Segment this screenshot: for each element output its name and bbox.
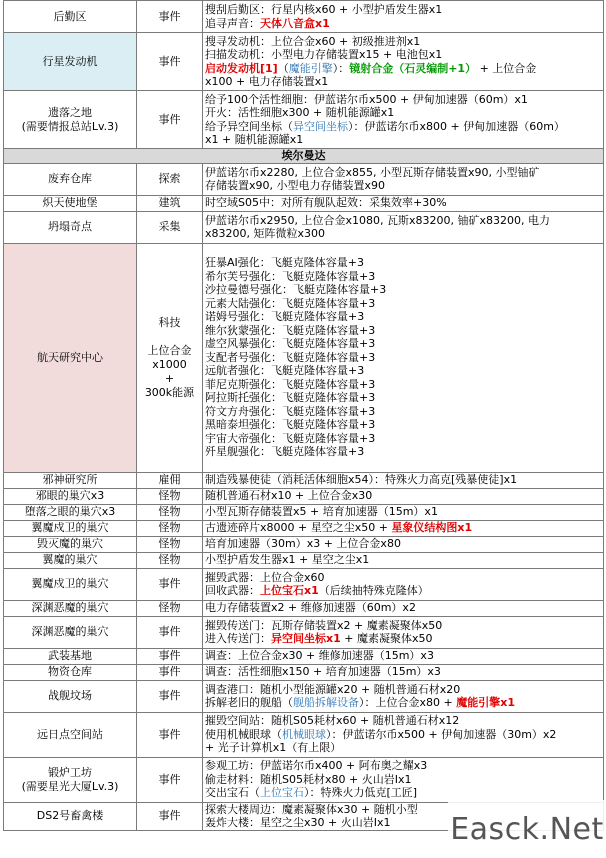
reward-cell	[203, 504, 604, 520]
reward-cell	[203, 552, 604, 568]
reward-text: 时空域S05中：对所有舰队起效：采集效率+30%	[205, 196, 447, 210]
reward-text: 追寻声音：	[205, 16, 260, 30]
type-cell: 事件	[137, 568, 203, 600]
reward-text: ）：伊蓝诺尔币x800 + 伊甸加速器（60m）	[348, 119, 565, 133]
type-cell: 事件	[137, 680, 203, 712]
reward-text: 给予100个活性细胞：伊蓝诺尔币x500 + 伊甸加速器（60m）x1	[205, 92, 528, 106]
reward-text: 调查港口：随机小型能源罐x20 + 随机普通石材x20	[205, 682, 461, 696]
reward-line	[205, 179, 601, 193]
reward-text: 符文方舟强化：飞艇克隆体容量+3	[205, 404, 376, 418]
reward-line	[205, 17, 601, 31]
location-cell: 深渊恶魔的巢穴	[4, 600, 137, 616]
location-cell: 行星发动机	[4, 33, 137, 91]
reward-text: 调查：活性细胞x150 + 培育加速器（15m）x3	[205, 665, 441, 679]
reward-text: 摧毁空间站：随机S05耗材x60 + 随机普通石材x12	[205, 714, 460, 728]
reward-text: （后续抽特殊克隆体）	[318, 584, 429, 597]
reward-text: 偷走材料：随机S05耗材x80 + 火山岩Ⅰx1	[205, 772, 412, 786]
location-cell: 坍塌奇点	[4, 211, 137, 243]
reward-line	[205, 773, 601, 787]
reward-line	[205, 270, 601, 284]
reward-text: 歼星舰强化：飞艇克隆体容量+3	[205, 445, 365, 459]
reward-text: 进入传送门：	[205, 632, 271, 645]
type-cell: 怪物	[137, 488, 203, 504]
highlight-reward: 星象仪结构图x1	[391, 521, 473, 535]
reward-cell	[203, 488, 604, 504]
location-cell: 远日点空间站	[4, 712, 137, 757]
reward-text: 宇宙大帝强化：飞艇克隆体容量+3	[205, 431, 376, 445]
reward-text: x100 + 电力存储装置x1	[205, 75, 329, 88]
location-cell: 战舰坟场	[4, 680, 137, 712]
reward-text: ）：特殊火力低克[工匠]	[304, 786, 418, 800]
reward-text: 小型护盾发生器x1 + 星空之尘x1	[205, 553, 370, 567]
location-cell: 翼魔戍卫的巢穴	[4, 568, 137, 600]
table-row	[4, 552, 604, 568]
reward-line	[205, 601, 601, 615]
required-item: 机械眼球	[282, 727, 326, 741]
required-item: 上位宝石	[260, 786, 304, 800]
location-cell: 毁灭魔的巢穴	[4, 536, 137, 552]
reward-cell	[203, 680, 604, 712]
type-cell: 事件	[137, 91, 203, 149]
type-cell: 事件	[137, 664, 203, 680]
reward-cell	[203, 472, 604, 488]
reward-text: 诺姆号强化：飞艇克隆体容量+3	[205, 310, 365, 324]
type-cell: 科技 上位合金 x1000 + 300k能源	[137, 243, 203, 472]
watermark-text: Easck.Net	[450, 811, 604, 847]
reward-text: x1 + 随机能源罐x1	[205, 133, 304, 146]
reward-text: 电力存储装置x2 + 维修加速器（60m）x2	[205, 601, 416, 615]
reward-line	[205, 214, 601, 228]
reward-line	[205, 62, 601, 76]
reward-text: + 魔素凝聚体x50	[340, 632, 433, 645]
reward-text: ）：伊蓝诺尔币x500 + 伊甸加速器（30m）x2	[326, 727, 557, 741]
reward-cell	[203, 568, 604, 600]
highlight-reward: 魔能引擎x1	[456, 696, 515, 709]
reward-cell	[203, 195, 604, 211]
table-row	[4, 757, 604, 802]
reward-line	[205, 310, 601, 324]
location-cell: 物资仓库	[4, 664, 137, 680]
reward-line	[205, 505, 601, 519]
section-title: 埃尔曼达	[4, 149, 604, 164]
reward-line	[205, 133, 601, 147]
reward-cell	[203, 520, 604, 536]
reward-line	[205, 741, 601, 755]
reward-text: 古遗迹碎片x8000 + 星空之尘x50 +	[205, 521, 392, 535]
reward-cell	[203, 33, 604, 91]
reward-line	[205, 337, 601, 351]
required-item: 异空间坐标	[293, 119, 348, 133]
reward-text: 培育加速器（30m）x3 + 上位合金x80	[205, 537, 401, 551]
event-table	[3, 0, 604, 831]
location-cell: 深渊恶魔的巢穴	[4, 616, 137, 648]
type-cell: 采集	[137, 211, 203, 243]
reward-text: 远航者强化：飞艇克隆体容量+3	[205, 364, 365, 378]
reward-text: 交出宝石（	[205, 786, 260, 800]
reward-line	[205, 445, 601, 459]
reward-cell	[203, 243, 604, 472]
reward-text: 给予异空间坐标（	[205, 119, 293, 133]
reward-cell	[203, 648, 604, 664]
reward-line	[205, 473, 601, 487]
location-cell: 废弃仓库	[4, 163, 137, 195]
reward-text: 摧毁传送门：瓦斯存储装置x2 + 魔素凝聚体x50	[205, 618, 443, 632]
type-cell: 事件	[137, 1, 203, 33]
table-row	[4, 195, 604, 211]
table-row	[4, 472, 604, 488]
type-cell: 事件	[137, 802, 203, 830]
reward-text: 轰炸大楼：星空之尘x30 + 火山岩Ⅰx1	[205, 816, 391, 829]
reward-line	[205, 786, 601, 800]
reward-text: 拆解老旧的舰船（	[205, 696, 293, 709]
location-cell: 炽天使地堡	[4, 195, 137, 211]
table-row	[4, 600, 604, 616]
reward-text: 沙拉曼德号强化：飞艇克隆体容量+3	[205, 283, 387, 297]
reward-line	[205, 665, 601, 679]
reward-text: 扫描发动机：小型电力存储装置x15 + 电池包x1	[205, 48, 443, 61]
reward-text: ）：上位合金x80 +	[359, 696, 457, 709]
reward-line	[205, 584, 601, 598]
location-cell: 遗落之地 (需要情报总站Lv.3)	[4, 91, 137, 149]
type-cell: 怪物	[137, 536, 203, 552]
reward-text: 希尔芙号强化：飞艇克隆体容量+3	[205, 269, 376, 283]
table-row	[4, 680, 604, 712]
reward-line	[205, 297, 601, 311]
reward-line	[205, 227, 601, 241]
location-cell: 邪神研究所	[4, 472, 137, 488]
reward-text: 阿拉斯托强化：飞艇克隆体容量+3	[205, 391, 376, 405]
type-cell: 事件	[137, 648, 203, 664]
reward-text: （	[277, 61, 289, 75]
special-reward: 镜射合金（石灵编制+1）	[349, 61, 477, 75]
reward-text: 维尔狄蒙强化：飞艇克隆体容量+3	[205, 323, 376, 337]
reward-line	[205, 418, 601, 432]
reward-text: 虚空风暴强化：飞艇克隆体容量+3	[205, 337, 376, 351]
type-cell: 事件	[137, 712, 203, 757]
location-cell: 翼魔戍卫的巢穴	[4, 520, 137, 536]
reward-cell	[203, 1, 604, 33]
highlight-reward: 上位宝石x1	[260, 584, 319, 597]
reward-line	[205, 378, 601, 392]
reward-cell	[203, 600, 604, 616]
reward-line	[205, 683, 601, 697]
type-cell: 雇佣	[137, 472, 203, 488]
table-row	[4, 536, 604, 552]
reward-line	[205, 714, 601, 728]
table-row	[4, 504, 604, 520]
reward-line	[205, 93, 601, 107]
location-cell: 翼魔的巢穴	[4, 552, 137, 568]
reward-text: 使用机械眼球（	[205, 727, 282, 741]
reward-line	[205, 48, 601, 62]
reward-line	[205, 649, 601, 663]
location-cell: 航天研究中心	[4, 243, 137, 472]
reward-cell	[203, 536, 604, 552]
reward-text: 制造残暴使徒（消耗活体细胞x54）：特殊火力高克[残暴使徒]x1	[205, 473, 518, 487]
section-row	[4, 149, 604, 164]
reward-text: 调查：上位合金x30 + 维修加速器（15m）x3	[205, 649, 434, 663]
reward-text: 随机普通石材x10 + 上位合金x30	[205, 489, 373, 503]
watermark	[448, 800, 606, 858]
table-row	[4, 648, 604, 664]
reward-line	[205, 351, 601, 365]
reward-line	[205, 120, 601, 134]
reward-line	[205, 728, 601, 742]
reward-line	[205, 106, 601, 120]
reward-text: 参观工坊：伊蓝诺尔币x400 + 阿布奥之耀x3	[205, 759, 428, 773]
type-cell: 探索	[137, 163, 203, 195]
highlight-reward: 异空间坐标x1	[271, 632, 341, 645]
table-row	[4, 712, 604, 757]
reward-line	[205, 537, 601, 551]
reward-cell	[203, 163, 604, 195]
reward-line	[205, 35, 601, 49]
type-cell: 怪物	[137, 600, 203, 616]
table-row	[4, 488, 604, 504]
reward-text: x83200, 矩阵微粒x300	[205, 227, 326, 240]
table-row	[4, 91, 604, 149]
reward-text: 支配者号强化：飞艇克隆体容量+3	[205, 350, 376, 364]
type-cell: 事件	[137, 33, 203, 91]
reward-line	[205, 759, 601, 773]
reward-cell	[203, 91, 604, 149]
reward-text: 回收武器：	[205, 584, 260, 597]
location-cell: 武装基地	[4, 648, 137, 664]
table-row	[4, 520, 604, 536]
reward-cell	[203, 757, 604, 802]
reward-cell	[203, 616, 604, 648]
reward-line	[205, 391, 601, 405]
location-cell: 后勤区	[4, 1, 137, 33]
table-row	[4, 163, 604, 195]
table-row	[4, 1, 604, 33]
reward-line	[205, 632, 601, 646]
required-item: 魔能引擎	[288, 61, 333, 75]
reward-text: 探索大楼周边：魔素凝聚体x30 + 随机小型	[205, 802, 418, 816]
reward-cell	[203, 712, 604, 757]
type-cell: 建筑	[137, 195, 203, 211]
reward-text: 小型瓦斯存储装置x5 + 培育加速器（15m）x1	[205, 505, 438, 519]
reward-text: 菲尼克斯强化：飞艇克隆体容量+3	[205, 377, 376, 391]
reward-line	[205, 283, 601, 297]
reward-text: 元素大陆强化：飞艇克隆体容量+3	[205, 296, 376, 310]
reward-line	[205, 432, 601, 446]
reward-line	[205, 166, 601, 180]
location-cell: 邪眼的巢穴x3	[4, 488, 137, 504]
highlight-reward: 启动发动机[1]	[205, 61, 278, 75]
reward-text: ）：	[332, 61, 350, 75]
reward-cell	[203, 211, 604, 243]
reward-line	[205, 256, 601, 270]
type-cell: 怪物	[137, 552, 203, 568]
reward-cell	[203, 664, 604, 680]
highlight-reward: 天体八音盒x1	[260, 16, 330, 30]
table-row	[4, 616, 604, 648]
reward-text: 伊蓝诺尔币x2950, 上位合金x1080, 瓦斯x83200, 铀矿x83200, 电力	[205, 213, 550, 227]
location-cell: DS2号畜禽楼	[4, 802, 137, 830]
table-row	[4, 664, 604, 680]
type-cell: 怪物	[137, 520, 203, 536]
type-cell: 事件	[137, 757, 203, 802]
reward-text: 黑暗泰坦强化：飞艇克隆体容量+3	[205, 418, 376, 432]
location-cell: 堕落之眼的巢穴x3	[4, 504, 137, 520]
required-item: 舰船拆解设备	[293, 696, 359, 709]
reward-text: + 上位合金	[476, 61, 537, 75]
reward-line	[205, 75, 601, 89]
reward-line	[205, 3, 601, 17]
table-row	[4, 33, 604, 91]
reward-line	[205, 696, 601, 710]
reward-text: + 光子计算机x1（有上限）	[205, 741, 342, 755]
reward-line	[205, 324, 601, 338]
table-row	[4, 211, 604, 243]
reward-line	[205, 489, 601, 503]
event-table-body	[4, 1, 604, 831]
reward-line	[205, 521, 601, 535]
reward-line	[205, 553, 601, 567]
type-cell: 怪物	[137, 504, 203, 520]
reward-text: 搜刮后勤区：行星内核x60 + 小型护盾发生器x1	[205, 3, 443, 16]
reward-text: 开火：活性细胞x300 + 随机能源罐x1	[205, 106, 395, 119]
reward-line	[205, 405, 601, 419]
reward-text: 搜寻发动机：上位合金x60 + 初级推进剂x1	[205, 34, 421, 48]
reward-text: 摧毁武器：上位合金x60	[205, 570, 325, 584]
reward-text: 狂暴AI强化：飞艇克隆体容量+3	[205, 256, 364, 270]
location-cell: 锻炉工坊 (需要星光大厦Lv.3)	[4, 757, 137, 802]
reward-text: 存储装置x90, 小型电力存储装置x90	[205, 179, 386, 192]
table-row	[4, 568, 604, 600]
table-row	[4, 243, 604, 472]
reward-text: 伊蓝诺尔币x2280, 上位合金x855, 小型瓦斯存储装置x90, 小型铀矿	[205, 165, 540, 179]
type-cell: 事件	[137, 616, 203, 648]
reward-line	[205, 571, 601, 585]
reward-line	[205, 619, 601, 633]
reward-line	[205, 196, 601, 210]
reward-line	[205, 364, 601, 378]
